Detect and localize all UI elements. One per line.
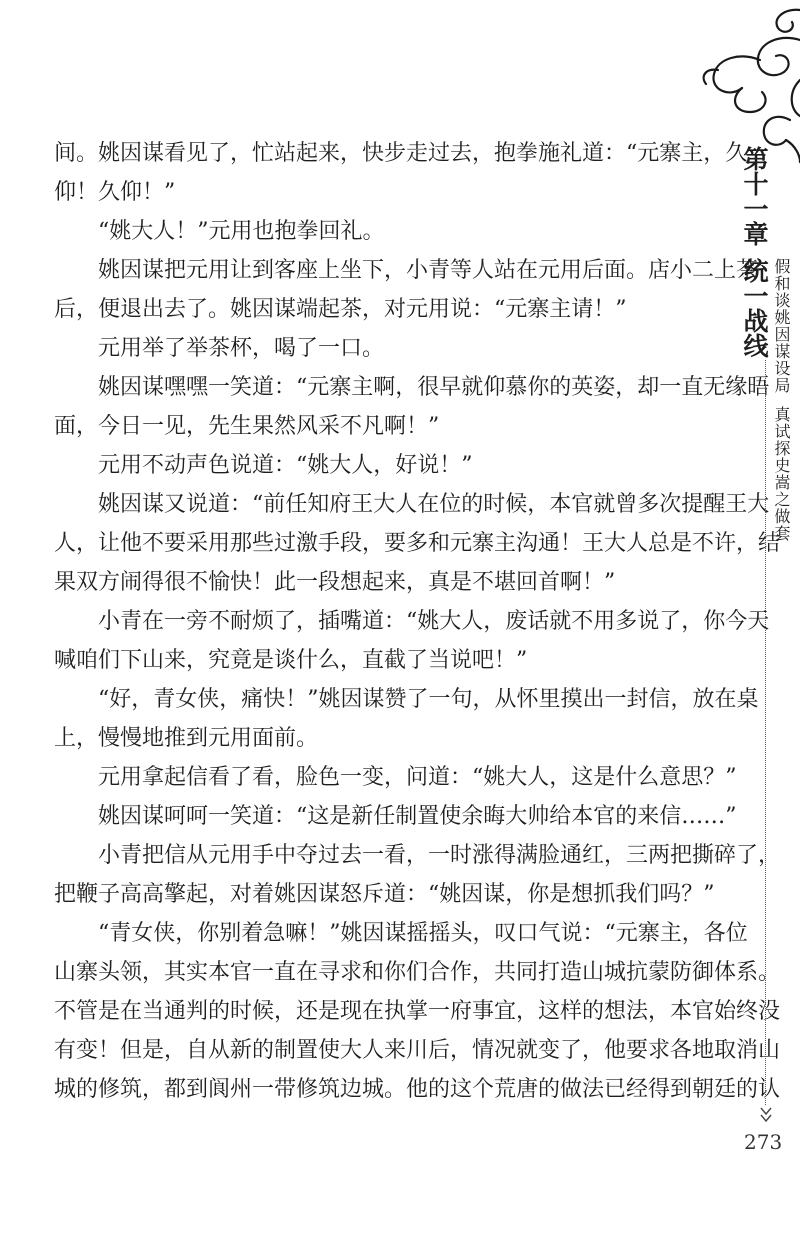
text-line: 上，慢慢地推到元用面前。	[54, 726, 319, 751]
chapter-subtitle	[770, 258, 792, 542]
text-line: 喊咱们下山来，究竟是谈什么，直截了当说吧！”	[54, 648, 528, 673]
text-line: 小青把信从元用手中夺过去一看，一时涨得满脸通红，三两把撕碎了，	[54, 843, 781, 868]
text-line: 仰！久仰！”	[54, 180, 176, 205]
text-line: 城的修筑，都到阆州一带修筑边城。他的这个荒唐的做法已经得到朝廷的认	[54, 1077, 781, 1102]
text-line: 果双方闹得很不愉快！此一段想起来，真是不堪回首啊！”	[54, 570, 616, 595]
text-line: 面，今日一见，先生果然风采不凡啊！”	[54, 414, 440, 439]
subtitle-part-1: 假和谈姚因谋设局	[772, 258, 791, 394]
double-chevron-down-icon	[755, 1104, 777, 1126]
text-line: 元用不动声色说道：“姚大人，好说！”	[54, 453, 473, 478]
text-line: 不管是在当通判的时候，还是现在执掌一府事宜，这样的想法，本官始终没	[54, 999, 781, 1024]
text-line: 姚因谋嘿嘿一笑道：“元寨主啊，很早就仰慕你的英姿，却一直无缘晤	[54, 375, 770, 400]
text-line: “青女侠，你别着急嘛！”姚因谋摇摇头，叹口气说：“元寨主，各位	[54, 921, 748, 946]
text-line: 间。姚因谋看见了，忙站起来，快步走过去，抱拳施礼道：“元寨主，久	[54, 141, 748, 166]
chapter-heading	[740, 146, 768, 358]
text-line: 人，让他不要采用那些过激手段，要多和元寨主沟通！王大人总是不许，结	[54, 531, 781, 556]
text-line: 姚因谋呵呵一笑道：“这是新任制置使余晦大帅给本官的来信……”	[54, 804, 737, 829]
page-number: 273	[744, 1130, 783, 1154]
text-line: 元用举了举茶杯，喝了一口。	[54, 336, 385, 361]
text-line: 把鞭子高高擎起，对着姚因谋怒斥道：“姚因谋，你是想抓我们吗？”	[54, 882, 715, 907]
text-line: 小青在一旁不耐烦了，插嘴道：“姚大人，废话就不用多说了，你今天	[54, 609, 770, 634]
chapter-title: 统一战线	[740, 258, 769, 358]
text-line: 后，便退出去了。姚因谋端起茶，对元用说：“元寨主请！”	[54, 297, 627, 322]
text-line: 元用拿起信看了看，脸色一变，问道：“姚大人，这是什么意思？”	[54, 765, 737, 790]
text-line: 山寨头领，其实本官一直在寻求和你们合作，共同打造山城抗蒙防御体系。	[54, 960, 781, 985]
sidebar-dotted-rule	[765, 360, 766, 1105]
subtitle-part-2: 真试探史嵩之做套	[772, 406, 791, 542]
text-line: 姚因谋把元用让到客座上坐下，小青等人站在元用后面。店小二上茶	[54, 258, 759, 283]
text-line: 姚因谋又说道：“前任知府王大人在位的时候，本官就曾多次提醒王大	[54, 492, 770, 517]
text-line: 有变！但是，自从新的制置使大人来川后，情况就变了，他要求各地取消山	[54, 1038, 781, 1063]
text-line: “好，青女侠，痛快！”姚因谋赞了一句，从怀里摸出一封信，放在桌	[54, 687, 759, 712]
text-line: “姚大人！”元用也抱拳回礼。	[54, 219, 385, 244]
chapter-number: 第十一章	[740, 146, 769, 246]
